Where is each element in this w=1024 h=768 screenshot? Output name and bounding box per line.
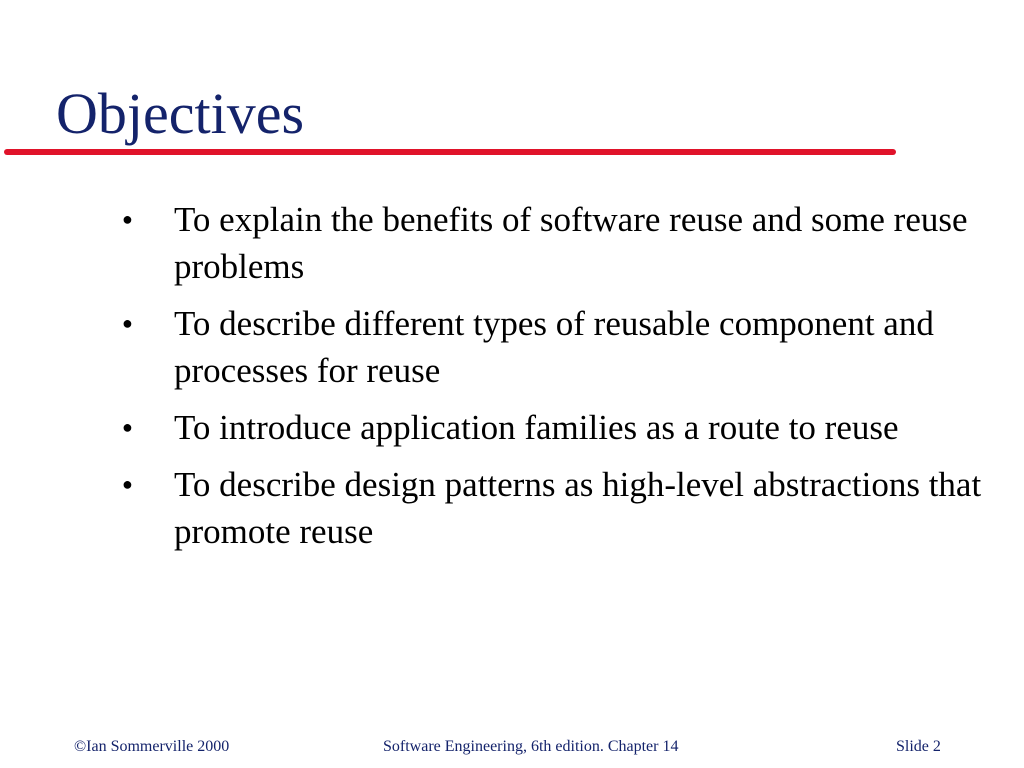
footer-copyright: ©Ian Sommerville 2000 bbox=[74, 738, 230, 755]
bullet-dot-icon: ● bbox=[122, 313, 133, 333]
title-divider bbox=[4, 149, 896, 155]
list-item bbox=[110, 404, 990, 451]
bullet-dot-icon: ● bbox=[122, 209, 133, 229]
bullet-text: To introduce application families as a route to reuse bbox=[174, 408, 899, 447]
objectives-list bbox=[110, 196, 990, 565]
bullet-dot-icon: ● bbox=[122, 474, 133, 494]
bullet-text: To explain the benefits of software reuse and some reuse problems bbox=[174, 200, 968, 286]
footer-book-chapter: Software Engineering, 6th edition. Chapter 14 bbox=[383, 738, 679, 755]
bullet-dot-icon: ● bbox=[122, 417, 133, 437]
bullet-text: To describe design patterns as high-level abstractions that promote reuse bbox=[174, 465, 982, 551]
list-item bbox=[110, 300, 990, 394]
bullet-text: To describe different types of reusable component and processes for reuse bbox=[174, 304, 934, 390]
list-item bbox=[110, 196, 990, 290]
footer-slide-number: Slide 2 bbox=[896, 738, 941, 755]
slide-title: Objectives bbox=[56, 81, 305, 146]
list-item bbox=[110, 461, 990, 555]
